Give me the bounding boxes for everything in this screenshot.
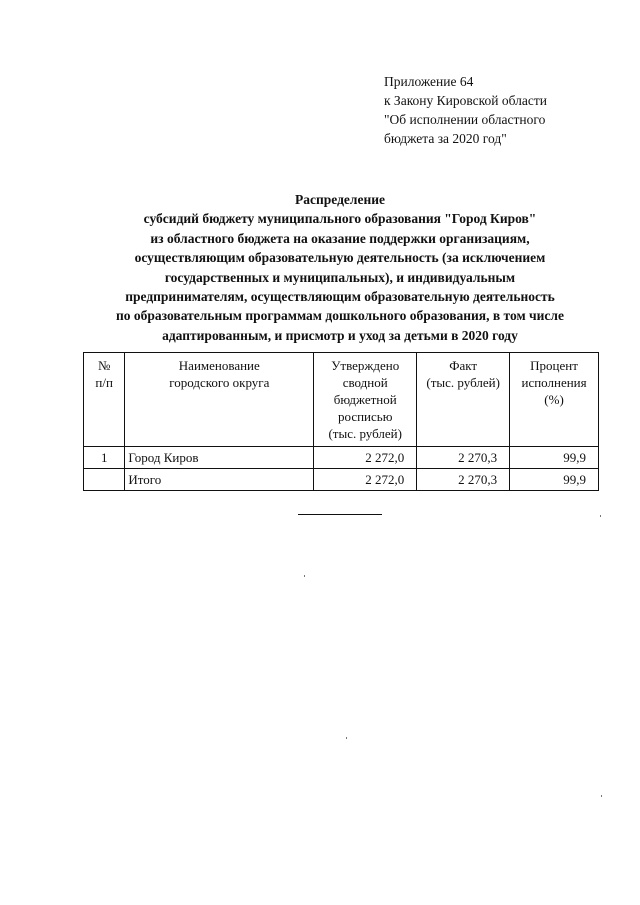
total-plan: 2 272,0 [314, 469, 417, 491]
table-total-row [84, 469, 599, 491]
scan-speck [346, 737, 347, 739]
cell-name: Город Киров [125, 447, 314, 469]
total-num [84, 469, 125, 491]
title-line: государственных и муниципальных), и индивидуальным [164, 269, 516, 285]
header-fact [417, 353, 510, 447]
cell-fact: 2 270,3 [417, 447, 510, 469]
appendix-line: Приложение 64 [384, 74, 474, 89]
scan-speck [600, 515, 601, 517]
header-pct-line: (%) [544, 392, 564, 407]
appendix-note [384, 72, 547, 148]
header-pct-line: Процент [530, 358, 578, 373]
cell-plan: 2 272,0 [314, 447, 417, 469]
title-line: адаптированным, и присмотр и уход за детьми в 2020 году [162, 327, 518, 343]
header-plan-line: Утверждено [331, 358, 400, 373]
header-pct-line: исполнения [521, 375, 587, 390]
header-plan-line: (тыс. рублей) [328, 426, 402, 441]
table-row [84, 447, 599, 469]
header-plan-line: сводной [342, 375, 388, 390]
title-line: из областного бюджета на оказание поддержки организациям, [150, 230, 530, 246]
header-plan-line: росписью [338, 409, 393, 424]
document-title [80, 190, 600, 345]
title-line: предпринимателям, осуществляющим образовательную деятельность [125, 289, 555, 305]
header-fact-line: Факт [449, 358, 478, 373]
header-plan-line: бюджетной [333, 392, 397, 407]
total-name: Итого [125, 469, 314, 491]
header-name [125, 353, 314, 447]
scan-speck [304, 575, 305, 577]
header-pct [510, 353, 599, 447]
total-pct: 99,9 [510, 469, 599, 491]
header-plan [314, 353, 417, 447]
header-name-line: Наименование [178, 358, 260, 373]
cell-pct: 99,9 [510, 447, 599, 469]
header-name-line: городского округа [169, 375, 270, 390]
title-line: субсидий бюджету муниципального образования "Город Киров" [143, 211, 537, 227]
title-line: осуществляющим образовательную деятельность (за исключением [134, 250, 546, 266]
header-fact-line: (тыс. рублей) [426, 375, 500, 390]
scan-speck [601, 795, 602, 797]
table-header-row [84, 353, 599, 447]
appendix-line: бюджета за 2020 год" [384, 131, 507, 146]
subsidy-table [83, 352, 599, 491]
header-num-line: № [97, 358, 111, 373]
cell-num: 1 [84, 447, 125, 469]
end-rule [298, 514, 382, 515]
appendix-line: "Об исполнении областного [384, 112, 546, 127]
title-line: Распределение [294, 192, 386, 207]
total-fact: 2 270,3 [417, 469, 510, 491]
header-num [84, 353, 125, 447]
title-line: по образовательным программам дошкольного образования, в том числе [116, 308, 564, 324]
appendix-line: к Закону Кировской области [384, 93, 548, 108]
header-num-line: п/п [95, 375, 113, 390]
